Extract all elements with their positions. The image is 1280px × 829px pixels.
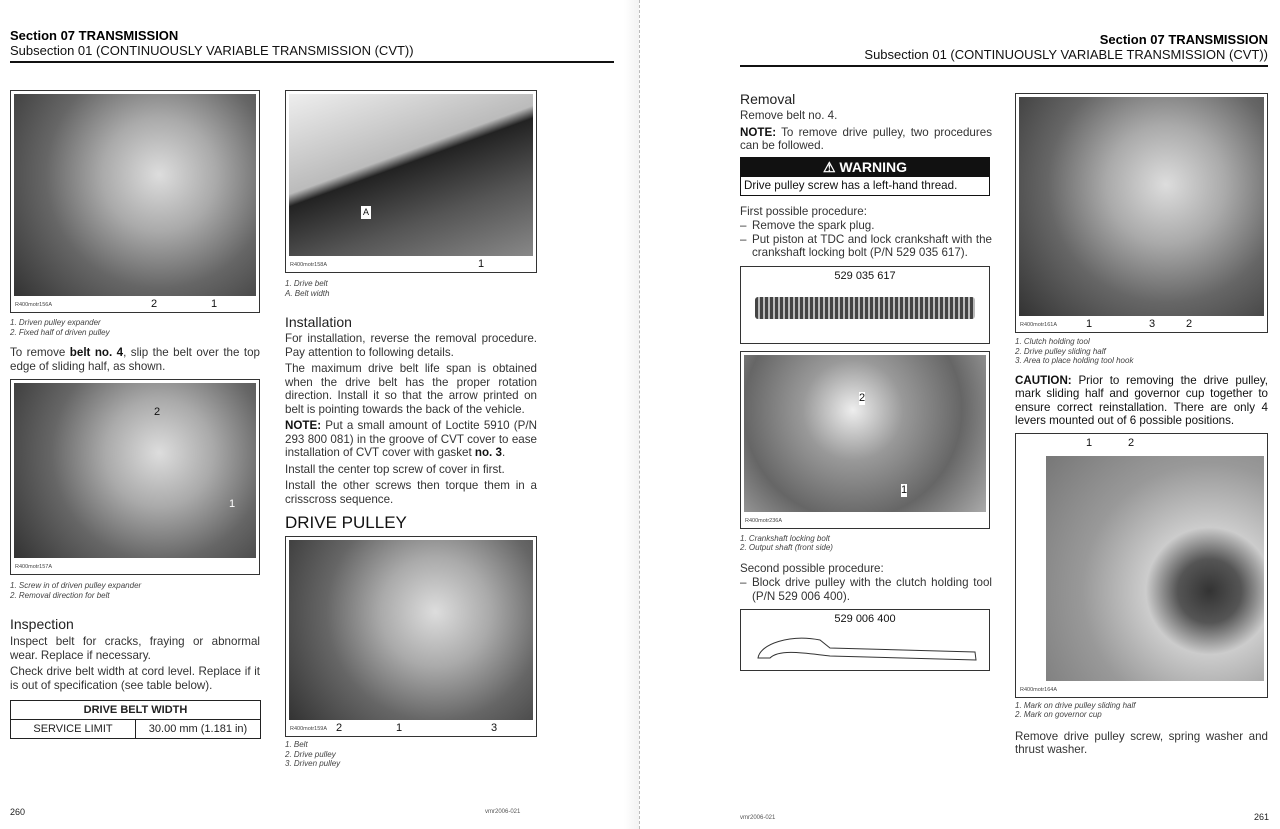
- figure-id: R400motr158A: [290, 262, 327, 268]
- header-rule: [10, 61, 614, 63]
- paragraph: The maximum drive belt life span is obtained when the drive belt has the proper rotation direction. Install it so that the arrow printed on belt is pointing towards the back of the vehicle.: [285, 362, 537, 416]
- paragraph: First possible procedure:: [740, 204, 867, 218]
- callout: 2: [154, 406, 161, 418]
- callout: 1: [396, 722, 403, 734]
- caution: CAUTION: Prior to removing the drive pulley, mark sliding half and governor cup together to ensure correct reinstallation. There are only 4 levers mounted out of 6 possible positions.: [1015, 373, 1268, 427]
- left-column-2: [285, 90, 537, 769]
- paragraph: To remove belt no. 4, slip the belt over the top edge of sliding half, as shown.: [10, 346, 260, 373]
- callout: 2: [336, 722, 343, 734]
- figure-caption: 1. Belt 2. Drive pulley 3. Driven pulley: [285, 740, 341, 768]
- tool-clutch-holding: [740, 609, 990, 671]
- photo: [1019, 97, 1264, 316]
- callout: 2: [1128, 436, 1135, 449]
- paragraph: For installation, reverse the removal procedure. Pay attention to following details.: [285, 332, 537, 359]
- photo: [1046, 456, 1264, 681]
- bolt-icon: [755, 297, 975, 319]
- step-list: – Block drive pulley with the clutch holding tool (P/N 529 006 400).: [740, 576, 992, 603]
- figure-caption: 1. Driven pulley expander 2. Fixed half of driven pulley: [10, 318, 110, 337]
- photo: [14, 94, 256, 296]
- left-column-1: [10, 90, 261, 739]
- figure-belt-width: [285, 90, 537, 273]
- section-title: Section 07 TRANSMISSION: [10, 28, 179, 43]
- callout: 2: [859, 391, 866, 404]
- figure-crankshaft-bolt: [740, 351, 990, 529]
- paragraph: Remove belt no. 4.: [740, 109, 838, 122]
- callout: 1: [229, 498, 236, 510]
- callout: 1: [211, 298, 218, 310]
- warning-box: [740, 157, 990, 196]
- figure-id: R400motr159A: [290, 726, 327, 732]
- figure-caption: 1. Screw in of driven pulley expander 2. Removal direction for belt: [10, 581, 142, 600]
- installation-heading: Installation: [285, 314, 352, 330]
- tool-part-number: 529 035 617: [834, 269, 896, 282]
- subsection-title: Subsection 01 (CONTINUOUSLY VARIABLE TRANSMISSION (CVT)): [864, 47, 1268, 62]
- figure-id: R400motr157A: [15, 564, 52, 570]
- figure-alignment-marks: [1015, 433, 1268, 698]
- drive-pulley-heading: DRIVE PULLEY: [285, 513, 407, 532]
- section-title: Section 07 TRANSMISSION: [1099, 32, 1268, 47]
- table-value: 30.00 mm (1.181 in): [136, 720, 261, 739]
- subsection-title: Subsection 01 (CONTINUOUSLY VARIABLE TRANSMISSION (CVT)): [10, 43, 414, 58]
- warning-text: Drive pulley screw has a left-hand thread.: [744, 178, 958, 192]
- belt-width-table: [10, 700, 261, 739]
- table-label: SERVICE LIMIT: [11, 720, 136, 739]
- figure-caption: 1. Clutch holding tool 2. Drive pulley sliding half 3. Area to place holding tool hook: [1015, 337, 1134, 365]
- doc-code: vmr2006-021: [485, 809, 521, 815]
- paragraph: Install the center top screw of cover in first.: [285, 462, 505, 476]
- figure-id: R400motr156A: [15, 302, 52, 308]
- callout: A: [363, 207, 370, 217]
- figure-id: R400motr161A: [1020, 322, 1057, 328]
- right-column-1: [740, 91, 992, 671]
- callout: 1: [901, 483, 908, 496]
- photo: [289, 94, 533, 256]
- paragraph: Second possible procedure:: [740, 561, 884, 575]
- figure-driven-pulley: [10, 90, 260, 313]
- warning-title: ⚠ WARNING: [741, 158, 989, 177]
- page-gutter: [624, 0, 640, 829]
- right-column-2: [1015, 93, 1268, 757]
- wrench-icon: [750, 626, 980, 662]
- step-list: – Remove the spark plug. – Put piston at TDC and lock crankshaft with the crankshaft locking bolt (P/N 529 035 617).: [740, 219, 992, 259]
- figure-id: R400motr164A: [1020, 686, 1057, 693]
- photo: [744, 355, 986, 512]
- inspection-heading: Inspection: [10, 616, 74, 632]
- doc-code: vmr2006-021: [740, 815, 776, 821]
- callout: 1: [478, 258, 485, 270]
- callout: 1: [1086, 436, 1093, 449]
- figure-clutch-tool: [1015, 93, 1268, 333]
- photo: [14, 383, 256, 558]
- paragraph: Inspect belt for cracks, fraying or abnormal wear. Replace if necessary.: [10, 635, 260, 662]
- paragraph: Check drive belt width at cord level. Replace if it is out of specification (see table below).: [10, 665, 260, 692]
- figure-drive-pulley: [285, 536, 537, 737]
- callout: 3: [1149, 318, 1156, 330]
- note: NOTE: Put a small amount of Loctite 5910 (P/N 293 800 081) in the groove of CVT cover to ease installation of CVT cover with gasket no. 3.: [285, 419, 537, 459]
- tool-locking-bolt: [740, 266, 990, 344]
- figure-belt-removal: [10, 379, 260, 575]
- note: NOTE: To remove drive pulley, two procedures can be followed.: [740, 125, 992, 152]
- photo: [289, 540, 533, 720]
- table-title: DRIVE BELT WIDTH: [11, 701, 261, 720]
- callout: 2: [1186, 318, 1193, 330]
- figure-id: R400motr236A: [745, 517, 782, 524]
- tool-part-number: 529 006 400: [834, 613, 896, 625]
- header-rule: [740, 65, 1268, 67]
- page-number: 260: [10, 807, 26, 817]
- figure-caption: 1. Mark on drive pulley sliding half 2. Mark on governor cup: [1015, 700, 1136, 719]
- figure-caption: 1. Drive belt A. Belt width: [285, 279, 330, 298]
- figure-caption: 1. Crankshaft locking bolt 2. Output shaft (front side): [740, 533, 833, 552]
- removal-heading: Removal: [740, 91, 796, 107]
- callout: 1: [1086, 318, 1093, 330]
- paragraph: Remove drive pulley screw, spring washer and thrust washer.: [1015, 729, 1268, 756]
- page-number: 261: [1254, 812, 1270, 822]
- callout: 2: [151, 298, 158, 310]
- callout: 3: [491, 722, 498, 734]
- paragraph: Install the other screws then torque them in a crisscross sequence.: [285, 479, 537, 506]
